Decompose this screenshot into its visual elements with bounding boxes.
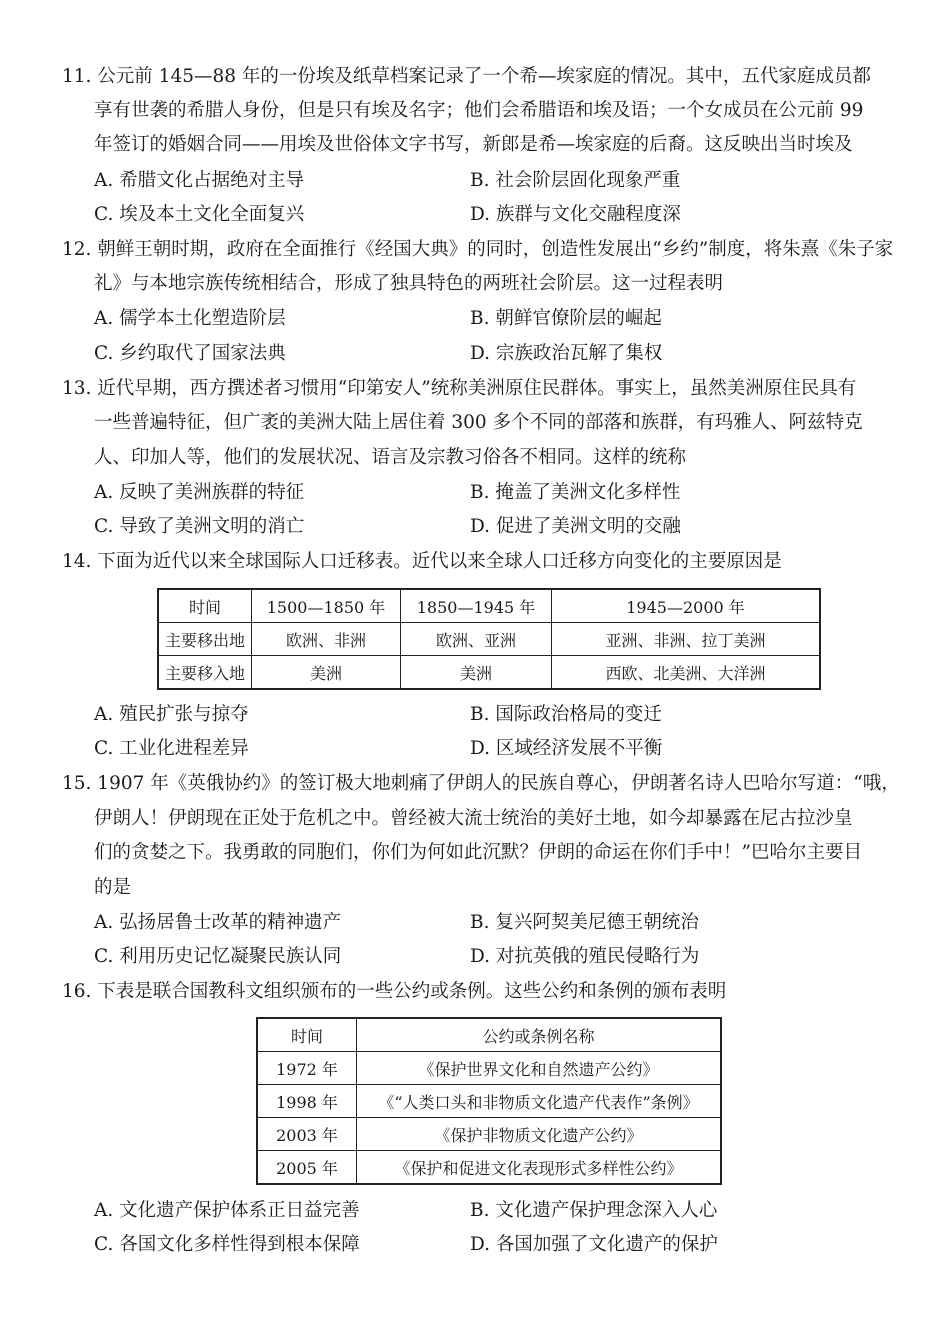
question-text: 的是 [94,877,132,898]
question-text: 人、印加人等，他们的发展状况、语言及宗教习俗各不相同。这样的统称 [94,447,687,468]
table-cell: 美洲 [401,656,552,690]
migration-table [157,588,821,690]
option-c: C. 埃及本土文化全面复兴 [94,204,305,225]
question-text: 们的贪婪之下。我勇敢的同胞们，你们为何如此沉默？伊朗的命运在你们手中！”巴哈尔主要目 [94,842,862,863]
table-cell: 《保护世界文化和自然遗产公约》 [357,1052,722,1085]
table-header-row [158,589,820,623]
question-text: 15. 1907 年《英俄协约》的签订极大地刺痛了伊朗人的民族自尊心，伊朗著名诗人巴哈尔写道：“哦， [62,773,900,794]
table-cell: 欧洲、亚洲 [401,623,552,656]
table-cell: 《保护和促进文化表现形式多样性公约》 [357,1151,722,1185]
option-a: A. 希腊文化占据绝对主导 [94,170,305,191]
option-a: A. 弘扬居鲁士改革的精神遗产 [94,912,342,933]
option-c: C. 各国文化多样性得到根本保障 [94,1234,360,1255]
table-cell: 1945—2000 年 [552,589,821,623]
table-row [158,656,820,690]
table-cell: 1850—1945 年 [401,589,552,623]
option-b: B. 复兴阿契美尼德王朝统治 [470,912,699,933]
question-text: 14. 下面为近代以来全球国际人口迁移表。近代以来全球人口迁移方向变化的主要原因是 [62,551,782,572]
option-d: D. 族群与文化交融程度深 [470,204,681,225]
convention-table [256,1017,722,1185]
question-text: 年签订的婚姻合同——用埃及世俗体文字书写，新郎是希—埃家庭的后裔。这反映出当时埃及 [94,134,853,155]
table-row [257,1118,721,1151]
table-header-row [257,1018,721,1052]
table-row [257,1052,721,1085]
table-cell: 亚洲、非洲、拉丁美洲 [552,623,821,656]
option-d: D. 对抗英俄的殖民侵略行为 [470,946,700,967]
option-b: B. 社会阶层固化现象严重 [470,170,681,191]
table-row [158,623,820,656]
question-text: 16. 下表是联合国教科文组织颁布的一些公约或条例。这些公约和条例的颁布表明 [62,981,727,1002]
question-text: 12. 朝鲜王朝时期，政府在全面推行《经国大典》的同时，创造性发展出“乡约”制度，将朱熹《朱子家 [62,239,894,260]
table-cell: 主要移出地 [158,623,252,656]
table-cell: 1500—1850 年 [252,589,401,623]
table-cell: 公约或条例名称 [357,1018,722,1052]
table-cell: 2003 年 [257,1118,357,1151]
table-cell: 主要移入地 [158,656,252,690]
table-cell: 时间 [257,1018,357,1052]
question-text: 11. 公元前 145—88 年的一份埃及纸草档案记录了一个希—埃家庭的情况。其中，五代家庭成员都 [62,66,871,87]
table-cell: 2005 年 [257,1151,357,1185]
table-cell: 1972 年 [257,1052,357,1085]
table-cell: 《“人类口头和非物质文化遗产代表作”条例》 [357,1085,722,1118]
option-c: C. 利用历史记忆凝聚民族认同 [94,946,342,967]
option-b: B. 文化遗产保护理念深入人心 [470,1200,718,1221]
option-a: A. 反映了美洲族群的特征 [94,482,305,503]
option-a: A. 文化遗产保护体系正日益完善 [94,1200,360,1221]
option-b: B. 掩盖了美洲文化多样性 [470,482,681,503]
table-row [257,1085,721,1118]
table-cell: 欧洲、非洲 [252,623,401,656]
option-b: B. 国际政治格局的变迁 [470,704,662,725]
option-d: D. 各国加强了文化遗产的保护 [470,1234,718,1255]
option-d: D. 宗族政治瓦解了集权 [470,343,663,364]
table-cell: 1998 年 [257,1085,357,1118]
option-c: C. 乡约取代了国家法典 [94,343,286,364]
option-c: C. 导致了美洲文明的消亡 [94,516,305,537]
table-cell: 美洲 [252,656,401,690]
option-d: D. 区域经济发展不平衡 [470,738,663,759]
question-text: 伊朗人！伊朗现在正处于危机之中。曾经被大流士统治的美好土地，如今却暴露在尼古拉沙皇 [94,808,853,829]
question-text: 13. 近代早期，西方撰述者习惯用“印第安人”统称美洲原住民群体。事实上，虽然美洲原住民具有 [62,378,857,399]
table-cell: 西欧、北美洲、大洋洲 [552,656,821,690]
option-a: A. 儒学本土化塑造阶层 [94,308,286,329]
table-row [257,1151,721,1185]
question-text: 礼》与本地宗族传统相结合，形成了独具特色的两班社会阶层。这一过程表明 [94,273,724,294]
option-b: B. 朝鲜官僚阶层的崛起 [470,308,662,329]
table-cell: 时间 [158,589,252,623]
option-d: D. 促进了美洲文明的交融 [470,516,681,537]
table-cell: 《保护非物质文化遗产公约》 [357,1118,722,1151]
question-text: 享有世袭的希腊人身份，但是只有埃及名字；他们会希腊语和埃及语；一个女成员在公元前 99 [94,100,864,121]
option-c: C. 工业化进程差异 [94,738,249,759]
question-text: 一些普遍特征，但广袤的美洲大陆上居住着 300 多个不同的部落和族群，有玛雅人、阿兹特克 [94,412,863,433]
option-a: A. 殖民扩张与掠夺 [94,704,249,725]
